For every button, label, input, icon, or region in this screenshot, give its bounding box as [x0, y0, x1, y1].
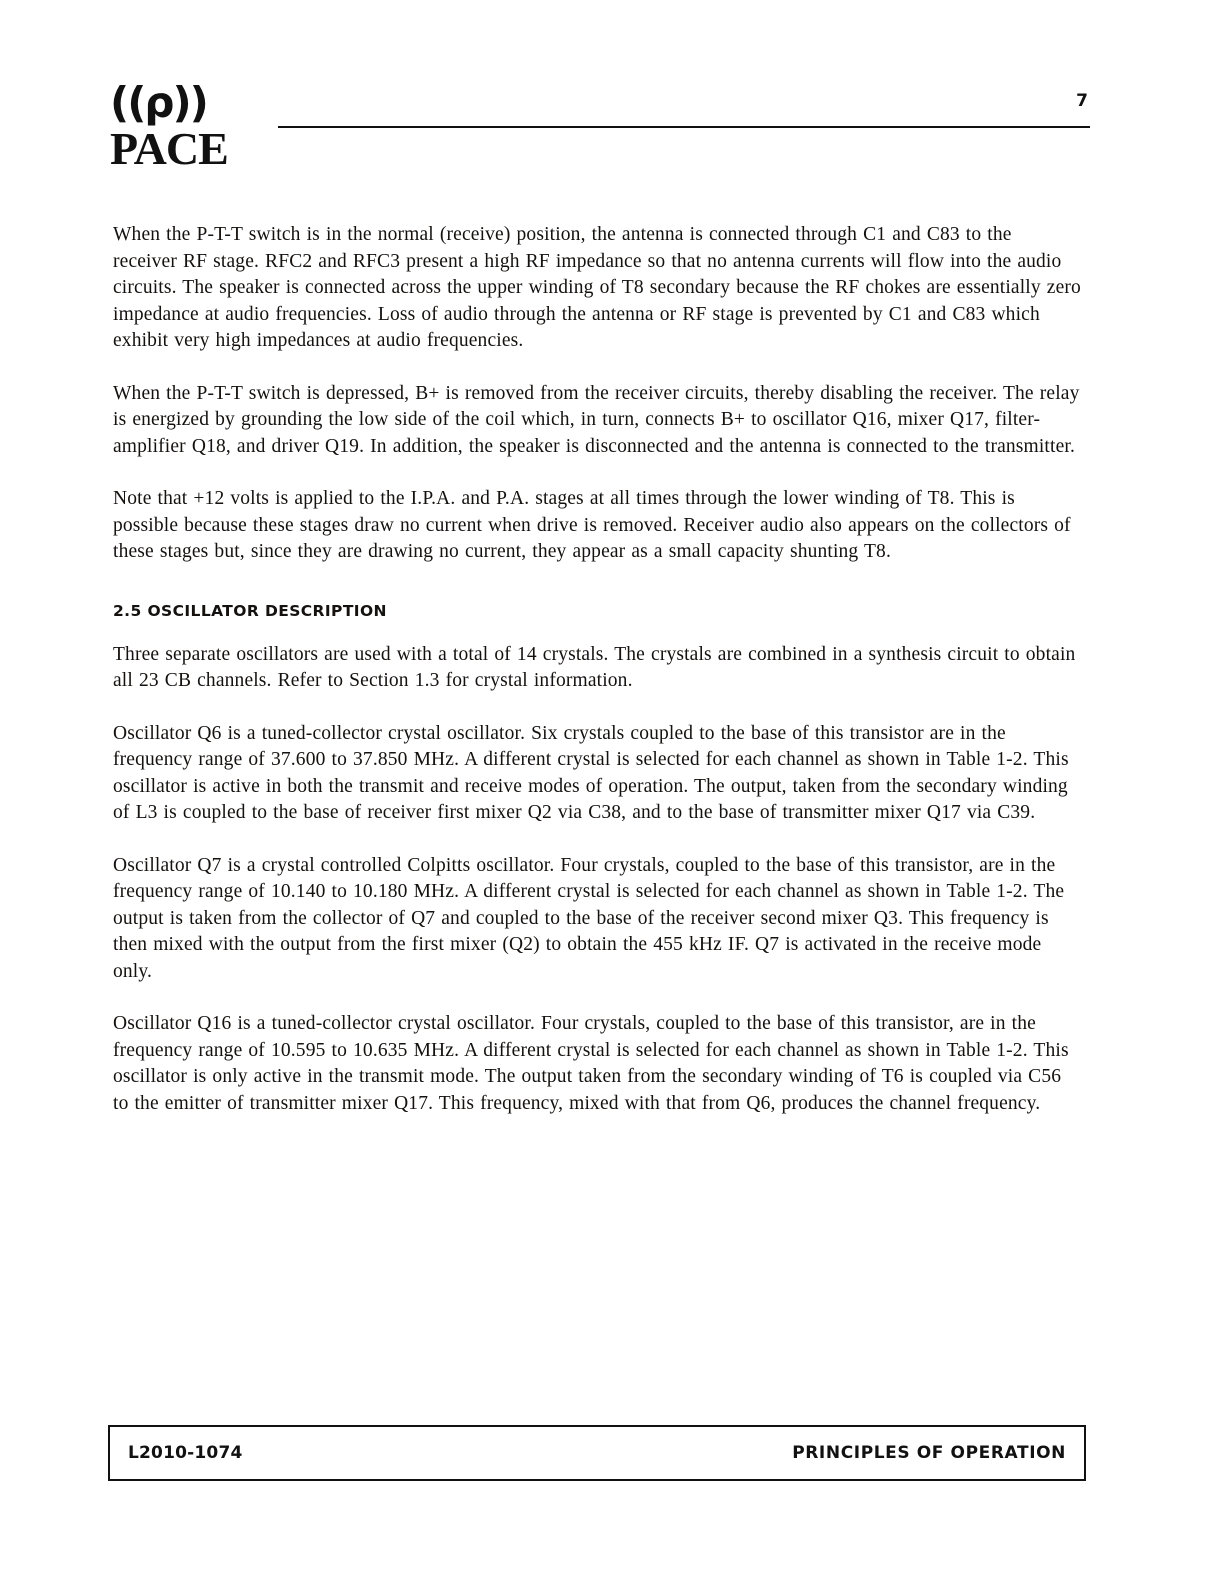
- page-header: [110, 78, 1090, 198]
- header-divider: [278, 126, 1090, 128]
- footer-document-number: L2010-1074: [128, 1443, 243, 1463]
- pace-logo-mark-icon: ((ρ)): [110, 78, 207, 127]
- section-heading: 2.5 OSCILLATOR DESCRIPTION: [113, 601, 387, 620]
- paragraph: Oscillator Q16 is a tuned-collector crystal oscillator. Four crystals, coupled to the base of this transistor, are in the frequency range of 10.595 to 10.635 MHz. A different crystal is selected for each channel as shown in Table 1-2. This oscillator is only active in the transmit mode. The output taken from the secondary winding of T6 is coupled via C56 to the emitter of transmitter mixer Q17. This frequency, mixed with that from Q6, produces the channel frequency.: [113, 1013, 1069, 1114]
- page-body: [113, 222, 1081, 1143]
- paragraph: Oscillator Q6 is a tuned-collector crystal oscillator. Six crystals coupled to the base of this transistor are in the frequency range of 37.600 to 37.850 MHz. A different crystal is selected for each channel as shown in Table 1-2. This oscillator is active in both the transmit and receive modes of operation. The output, taken from the secondary winding of L3 is coupled to the base of receiver first mixer Q2 via C38, and to the base of transmitter mixer Q17 via C39.: [113, 722, 1069, 823]
- paragraph: Oscillator Q7 is a crystal controlled Colpitts oscillator. Four crystals, coupled to the base of this transistor, are in the frequency range of 10.140 to 10.180 MHz. A different crystal is selected for each channel as shown in Table 1-2. The output is taken from the collector of Q7 and coupled to the base of the receiver second mixer Q3. This frequency is then mixed with the output from the first mixer (Q2) to obtain the 455 kHz IF. Q7 is activated in the receive mode only.: [113, 854, 1065, 982]
- footer-section-title: PRINCIPLES OF OPERATION: [792, 1443, 1066, 1463]
- page-number: 7: [1076, 91, 1088, 111]
- page-footer: [108, 1425, 1086, 1481]
- paragraph: When the P-T-T switch is in the normal (receive) position, the antenna is connected through C1 and C83 to the receiver RF stage. RFC2 and RFC3 present a high RF impedance so that no antenna currents will flow into the audio circuits. The speaker is connected across the upper winding of T8 secondary because the RF chokes are essentially zero impedance at audio frequencies. Loss of audio through the antenna or RF stage is prevented by C1 and C83 which exhibit very high impedances at audio frequencies.: [113, 224, 1081, 351]
- pace-logo-wordmark: PACE: [110, 123, 228, 174]
- paragraph: When the P-T-T switch is depressed, B+ is removed from the receiver circuits, thereby disabling the receiver. The relay is energized by grounding the low side of the coil which, in turn, connects B+ to oscillator Q16, mixer Q17, filter-amplifier Q18, and driver Q19. In addition, the speaker is disconnected and the antenna is connected to the transmitter.: [113, 382, 1080, 457]
- paragraph: Three separate oscillators are used with a total of 14 crystals. The crystals are combined in a synthesis circuit to obtain all 23 CB channels. Refer to Section 1.3 for crystal information.: [113, 643, 1076, 691]
- paragraph: Note that +12 volts is applied to the I.P.A. and P.A. stages at all times through the lower winding of T8. This is possible because these stages draw no current when drive is removed. Receiver audio also appears on the collectors of these stages but, since they are drawing no current, they appear as a small capacity shunting T8.: [113, 488, 1071, 562]
